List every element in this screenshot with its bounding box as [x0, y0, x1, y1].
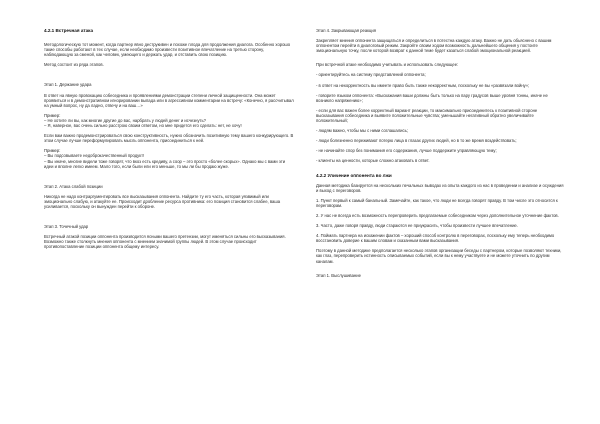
example-line: – Вы иначе, многие видели тоже говорят, что вкоз есть кредиву, а соор – это просто «более скорых». Однако мы с вами эти идеи и вполне легко имеем. Мало того, если были ели его меньше, то мы ли бы продаю жуже.: [44, 158, 286, 169]
numbered-item: 1. Пункт первый к самый банальный. Замечайте, как такое, что люди не всегда говорят правду. В том числе это относится к переговорам.: [316, 197, 558, 208]
numbered-item: 4. Поймать партнера на искажении фактов – хороший способ контролю в переговорах, поскольку ему теперь необходимо восстановить доверие к вашим словам и сказанным вами высказывания.: [316, 233, 555, 244]
numbered-item: 3. Часто, даже говоря правду, люди стараются ее приукрасить, чтобы произвести лучшее впечатление.: [316, 223, 518, 229]
method-paragraph: Метод состоит из ряда этапов.: [44, 62, 104, 68]
stage2-paragraph: Никогда не надо контраргументировать все высказывания оппонента. Найдите ту его часть, которая уязвимый или эмоционально слабую, и атакуйте ее. Происходит дробление ресурса противника: его позиция становится слабее, ваша усиливается, поскольку он вынужден перейти к обороне.: [44, 193, 281, 209]
bullet-item: - ориентируйтесь на систему представлений оппонента;: [316, 72, 426, 78]
section-heading-2: 4.2.2 Уличение оппонента во лжи: [316, 172, 392, 178]
right-column: [316, 28, 566, 278]
closing-paragraph: Поэтому в данной методике предполагается несколько этапов организации беседы с партнером, которые позволяют техники, как глаз, перепроверить истинность описываемых событий, если вы к нему участвуете и не можете уточнить по другим каналам.: [316, 248, 562, 264]
stage4-title: Этап 4. Закрывающая реакция: [316, 28, 377, 33]
bullet-item: - людям важно, чтобы мы с ними соглашались;: [316, 128, 408, 134]
example-line: – Я, наверное, вас очень сильно расстрою своим ответом, но мне придется его сделать: нет, не хочу!: [44, 123, 242, 129]
stage1-title: Этап 1. Держание удара: [44, 82, 92, 88]
numbered-item: 2. У нас не всегда есть возможность перепроверить предлагаемые собеседником через дополнительное уточнение фактов.: [316, 212, 559, 218]
bullet-item: - не начинайте спор без понимания его содержания, лучше поддержите управляющую тему;: [316, 148, 497, 154]
stage1-paragraph: В ответ на явную провокацию собеседника и проявлениями демонстрации степени личной защищенности. Она может проявиться и в демонстративном игнорировании выпада или в агрессивном комментарии на встречу: «Конечно, я рассчитывал на умный вопрос, ну да ладно, отвечу и на ваш…»: [44, 92, 294, 108]
example-line: – Не хотите ли вы, как многие другие до вас, нарбрать у людей денег и исчезнуть?: [44, 117, 206, 123]
stage3-title: Этап 3. Точечный удар: [44, 224, 89, 230]
bullet-item: - клиенты на ценности, которые сложно атаковать в ответ.: [316, 158, 430, 164]
example-label: Пример:: [44, 112, 61, 118]
example-label: Пример:: [44, 148, 61, 154]
stage2-title: Этап 2. Атака слабой позиции: [44, 183, 103, 189]
stage4-paragraph: Закрепляет мнения оппонента защищаться и определиться в потестна каждую атаку. Важно не дать обьяснено с вашим оппонентом перейти в диалоговый режим. Закройте своим ходом возможность дальнейшего общения у постоите эмоциональную точку, после которой возврат к данной теме будет казаться слабой эмоциональной реакцией.: [316, 38, 552, 54]
bullet-item: - если для вас важен более корректный вариант реакции, то максимально присоединитесь к позитивной стороне высказывания собеседника и выявите положительные чувства; уменьшайте негативный обратно увеличивайте положительный;: [316, 107, 538, 124]
section2-paragraph: Данная методика базируется на нескольких печальных выводах из опыта каждого из нас в проведении и анализе и осуждения и выход с переговоров.: [316, 182, 564, 193]
stage3-paragraph: Встречный атакой позиции оппонента производится ясными вашего претензии, могут именяться сильны его высказывания. Возможно также столкнуть мнения оппонента с мнением значимой группы людей. В этом случае происходит противопоставление позиции оппонента общему интересу.: [44, 234, 286, 250]
section-heading: 4.2.1 Встречная атака: [44, 28, 94, 33]
bullet-item: - говорите языком оппонента: «Выскажания ваши должны быть только на пару градусов выше уровня тонны, иначе не возникло напряжению»;: [316, 92, 548, 103]
bullet-item: - в ответ на некорректность вы имеете право быть также некорректным, поскольку не вы «развязали войну»;: [316, 82, 530, 88]
phase-intro: При встречной атаке необходимо учитывать и использовать следующее:: [316, 62, 459, 68]
stage1-title-right: Этап 1. Выслушивание: [316, 272, 361, 278]
example-line: – Вы подсовываете недоброкачественный продукт!: [44, 153, 145, 159]
stage1-paragraph-2: Если вам важно продемонстрироваться свою конструктивность, нужно обозначить позитивную тему вашего конкурирующего. В этом случае лучше переформулировать мысль оппонента, присоединиться к ней.: [44, 133, 294, 144]
intro-paragraph: Методологическую тот момент, когда партнер явно деструкивен и похоже плода для продолжения диалога. Особенно хорошо такие способы работают в тех случае, если необходимо произвести позитивное впечатление на третью сторону, наблюдающую за сменой, как человек, умеющего и держать удар, и отставить свою позицию.: [44, 42, 291, 58]
bullet-item: - люди болезненно переживают потерю лица в глазах других людей, но в то же время воздействовать;: [316, 138, 517, 144]
left-column: [44, 28, 294, 249]
